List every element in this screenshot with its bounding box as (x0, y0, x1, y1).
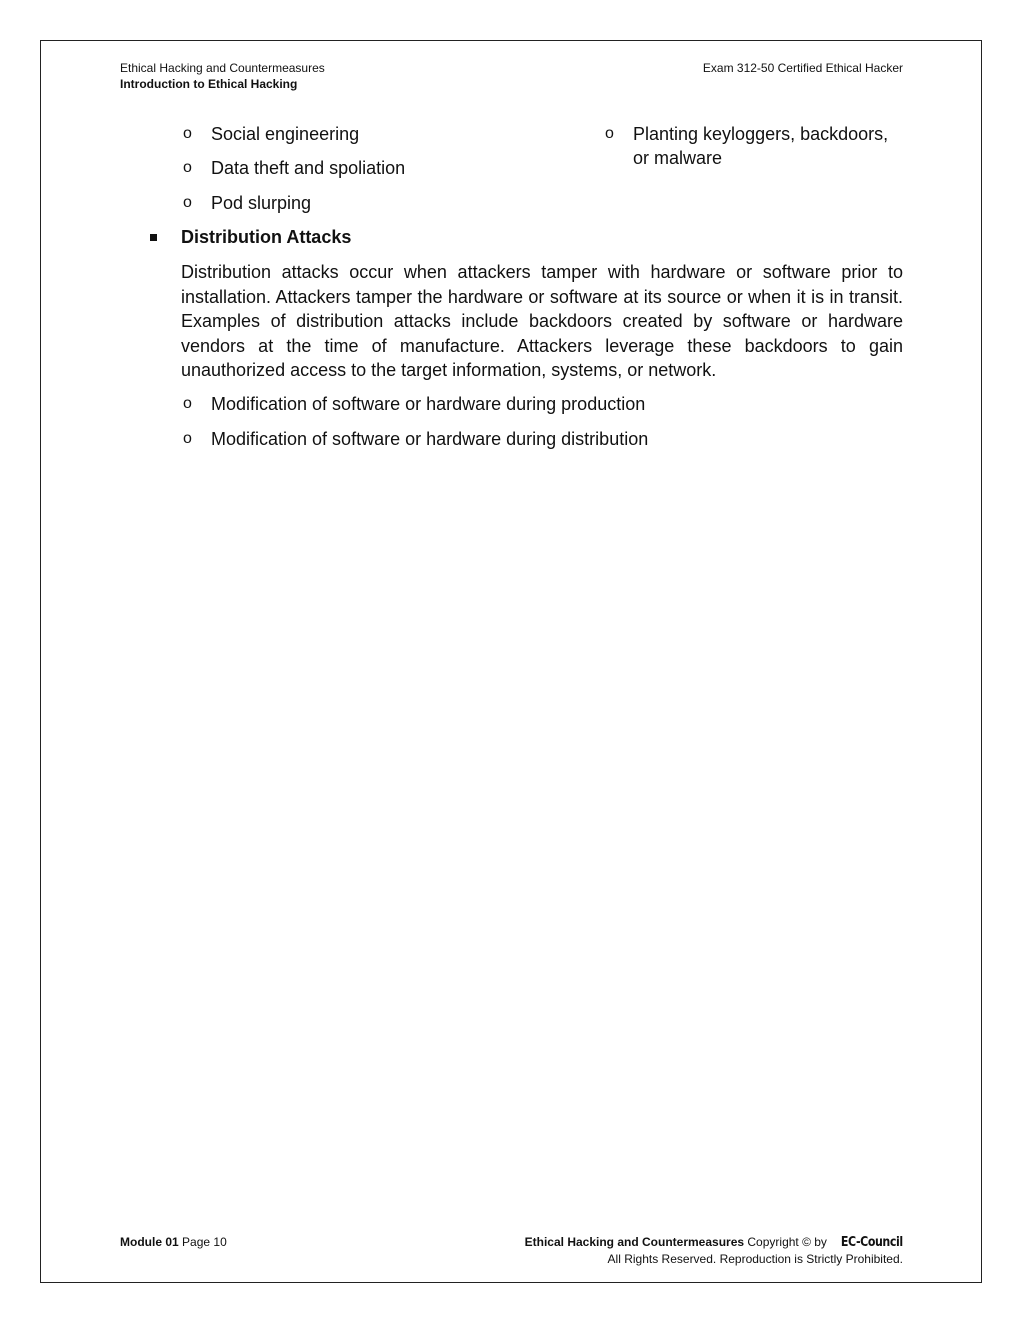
circle-bullet-icon: o (183, 159, 192, 176)
circle-bullet-icon: o (183, 194, 192, 211)
header-course: Ethical Hacking and Countermeasures (120, 61, 325, 75)
circle-bullet-icon: o (183, 395, 192, 412)
page-header-left (120, 60, 325, 92)
footer-module: Module 01 (120, 1235, 179, 1249)
list-item (605, 122, 903, 170)
page-footer-left (120, 1234, 227, 1250)
list-item-text: Pod slurping (211, 193, 312, 213)
circle-bullet-icon: o (605, 125, 614, 142)
section-title: Distribution Attacks (181, 227, 352, 247)
list-item (183, 122, 360, 146)
footer-page: Page 10 (182, 1235, 227, 1249)
list-item-text: Modification of software or hardware during distribution (211, 429, 649, 449)
list-item (183, 191, 312, 215)
list-item-text: Modification of software or hardware during production (211, 394, 646, 414)
list-item (183, 156, 406, 180)
footer-copyright-course: Ethical Hacking and Countermeasures (524, 1235, 745, 1249)
header-exam: Exam 312-50 Certified Ethical Hacker (702, 61, 903, 75)
section-paragraph: Distribution attacks occur when attackers tamper with hardware or software prior to installation. Attackers tamper the hardware or software at its source or when it is in transit. Examples of distribution attacks include backdoors created by software or hardware vendors at the time of manufacture. Attackers leverage these backdoors to gain unauthorized access to the target information, systems, or network. (181, 262, 903, 381)
ec-council-logo: EC-Council (841, 1235, 903, 1250)
square-bullet-icon (150, 234, 157, 241)
list-item-text: Data theft and spoliation (211, 158, 406, 178)
header-module-title: Introduction to Ethical Hacking (120, 77, 298, 91)
list-item-text: Social engineering (211, 124, 360, 144)
list-item (183, 427, 649, 451)
circle-bullet-icon: o (183, 125, 192, 142)
circle-bullet-icon: o (183, 430, 192, 447)
footer-copyright-text: Copyright © by (747, 1235, 827, 1249)
list-item (183, 392, 646, 416)
list-item-text: Planting keyloggers, backdoors, or malware (633, 124, 889, 168)
page-footer-right (525, 1234, 903, 1267)
footer-rights: All Rights Reserved. Reproduction is Strictly Prohibited. (607, 1252, 903, 1266)
